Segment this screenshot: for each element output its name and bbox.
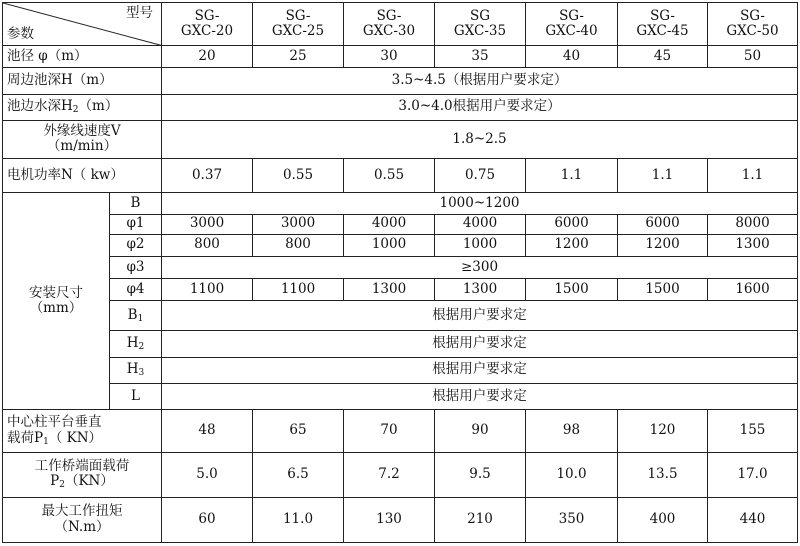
cell: 6000 <box>526 214 618 234</box>
cell: 800 <box>253 234 344 256</box>
label-subscript: 1 <box>137 313 144 324</box>
label-subscript: 2 <box>59 480 65 491</box>
row-install-B <box>3 193 798 214</box>
model-line2: GXC-35 <box>453 23 507 40</box>
cell: 0.75 <box>435 159 526 193</box>
row-label <box>3 94 162 120</box>
label-subscript: 2 <box>138 341 145 352</box>
cell: 11.0 <box>253 497 344 542</box>
group-line1: 安装尺寸 <box>29 284 83 301</box>
merged-cell: 根据用户要求定 <box>162 301 798 331</box>
cell: 1500 <box>618 278 708 300</box>
header-corner-cell <box>3 3 162 46</box>
cell: 1200 <box>618 234 708 256</box>
row-install-phi3 <box>3 256 798 278</box>
label-line2: （m/min） <box>46 138 118 155</box>
cell: 70 <box>344 409 435 452</box>
cell: 800 <box>162 234 253 256</box>
row-load-p1 <box>3 409 798 452</box>
cell: 40 <box>526 46 618 68</box>
cell: 120 <box>618 409 708 452</box>
label-line1: 中心柱平台垂直 <box>7 414 102 431</box>
label-subscript: 1 <box>43 436 49 447</box>
cell: 1.1 <box>708 159 798 193</box>
cell: 6000 <box>618 214 708 234</box>
row-install-L <box>3 383 798 409</box>
sub-label: B <box>110 193 162 214</box>
cell: 7.2 <box>344 453 435 497</box>
cell: 98 <box>526 409 618 452</box>
cell: 48 <box>162 409 253 452</box>
model-header <box>344 3 435 46</box>
label-line1: 工作桥端面载荷 <box>34 457 130 474</box>
merged-cell: 根据用户要求定 <box>162 383 798 409</box>
label-text: （KN） <box>64 473 114 490</box>
cell: 30 <box>344 46 435 68</box>
model-line1: SG <box>469 7 491 24</box>
cell: 60 <box>162 497 253 542</box>
label-text: （m） <box>78 98 119 115</box>
merged-cell: ≥300 <box>162 256 798 278</box>
label-subscript: 3 <box>138 367 145 378</box>
row-label: 周边池深H（m） <box>3 68 162 94</box>
merged-cell: 根据用户要求定 <box>162 357 798 383</box>
cell: 9.5 <box>435 453 526 497</box>
cell: 5.0 <box>162 453 253 497</box>
cell: 8000 <box>708 214 798 234</box>
cell: 6.5 <box>253 453 344 497</box>
cell: 440 <box>708 497 798 542</box>
cell: 350 <box>526 497 618 542</box>
model-header <box>618 3 708 46</box>
label-text: P <box>50 473 60 490</box>
row-install-phi2 <box>3 234 798 256</box>
cell: 10.0 <box>526 453 618 497</box>
row-install-H3 <box>3 357 798 383</box>
corner-model-label: 型号 <box>126 5 153 21</box>
model-header <box>162 3 253 46</box>
install-group-label <box>3 193 110 410</box>
row-label <box>3 497 162 542</box>
label-text: B <box>127 306 138 323</box>
cell: 1300 <box>435 278 526 300</box>
model-line2: GXC-40 <box>545 23 598 40</box>
model-header <box>435 3 526 46</box>
cell: 17.0 <box>708 453 798 497</box>
corner-param-label: 参数 <box>7 25 34 42</box>
cell: 130 <box>344 497 435 542</box>
row-edge-depth <box>3 68 798 94</box>
row-label <box>3 120 162 158</box>
row-diameter <box>3 46 798 68</box>
sub-label: φ2 <box>110 234 162 256</box>
cell: 1.1 <box>618 159 708 193</box>
label-text: H <box>126 334 139 351</box>
cell: 25 <box>253 46 344 68</box>
row-load-p2 <box>3 453 798 497</box>
cell: 0.55 <box>253 159 344 193</box>
model-header <box>708 3 798 46</box>
row-install-phi1 <box>3 214 798 234</box>
cell: 1300 <box>344 278 435 300</box>
model-line1: SG- <box>285 7 311 24</box>
model-line2: GXC-25 <box>271 23 325 40</box>
model-line2: GXC-30 <box>362 23 416 40</box>
label-line1: 外缘线速度V <box>43 122 121 139</box>
model-line1: SG- <box>559 7 584 24</box>
sub-label: φ3 <box>110 256 162 278</box>
model-line1: SG- <box>194 7 220 24</box>
cell: 1000 <box>435 234 526 256</box>
sub-label <box>110 331 162 357</box>
cell: 35 <box>435 46 526 68</box>
cell: 210 <box>435 497 526 542</box>
row-power <box>3 159 798 193</box>
sub-label: L <box>110 383 162 409</box>
cell: 1100 <box>253 278 344 300</box>
header-row <box>3 3 798 46</box>
cell: 1000 <box>344 234 435 256</box>
group-line2: （mm） <box>29 300 83 317</box>
label-subscript: 2 <box>72 105 79 116</box>
model-line1: SG- <box>740 7 765 24</box>
cell: 13.5 <box>618 453 708 497</box>
model-line2: GXC-50 <box>726 23 779 40</box>
model-line1: SG- <box>650 7 675 24</box>
cell: 0.55 <box>344 159 435 193</box>
model-header <box>526 3 618 46</box>
cell: 1200 <box>526 234 618 256</box>
cell: 50 <box>708 46 798 68</box>
row-label <box>3 453 162 497</box>
cell: 90 <box>435 409 526 452</box>
row-install-B1 <box>3 301 798 331</box>
cell: 1100 <box>162 278 253 300</box>
merged-cell: 3.5~4.5（根据用户要求定） <box>162 68 798 94</box>
cell: 1300 <box>708 234 798 256</box>
cell: 3000 <box>162 214 253 234</box>
row-install-H2 <box>3 331 798 357</box>
cell: 1600 <box>708 278 798 300</box>
model-line2: GXC-45 <box>636 23 689 40</box>
row-torque <box>3 497 798 542</box>
cell: 155 <box>708 409 798 452</box>
cell: 0.37 <box>162 159 253 193</box>
spec-table <box>2 2 798 543</box>
label-line2 <box>3 474 161 490</box>
sub-label <box>110 301 162 331</box>
row-speed <box>3 120 798 158</box>
merged-cell: 1000~1200 <box>162 193 798 214</box>
merged-cell: 1.8~2.5 <box>162 120 798 158</box>
row-install-phi4 <box>3 278 798 300</box>
merged-cell: 根据用户要求定 <box>162 331 798 357</box>
cell: 400 <box>618 497 708 542</box>
model-line1: SG- <box>376 7 402 24</box>
model-line2: GXC-20 <box>180 23 234 40</box>
merged-cell: 3.0~4.0根据用户要求定） <box>162 94 798 120</box>
label-text: H <box>126 360 139 377</box>
row-label <box>3 409 162 452</box>
sub-label: φ1 <box>110 214 162 234</box>
cell: 3000 <box>253 214 344 234</box>
label-text: 载荷P <box>7 429 44 446</box>
sub-label: φ4 <box>110 278 162 300</box>
label-line1: 最大工作扭矩 <box>41 503 123 520</box>
cell: 4000 <box>435 214 526 234</box>
label-line2: （N.m） <box>54 518 110 535</box>
cell: 20 <box>162 46 253 68</box>
model-header <box>253 3 344 46</box>
row-label: 电机功率N（ kw） <box>3 159 162 193</box>
row-label: 池径 φ（m） <box>3 46 162 68</box>
cell: 45 <box>618 46 708 68</box>
label-text: （ KN） <box>48 429 103 446</box>
label-line2 <box>7 431 161 447</box>
cell: 4000 <box>344 214 435 234</box>
sub-label <box>110 357 162 383</box>
label-text: 池边水深H <box>7 98 73 115</box>
row-water-depth <box>3 94 798 120</box>
cell: 1.1 <box>526 159 618 193</box>
cell: 1500 <box>526 278 618 300</box>
cell: 65 <box>253 409 344 452</box>
